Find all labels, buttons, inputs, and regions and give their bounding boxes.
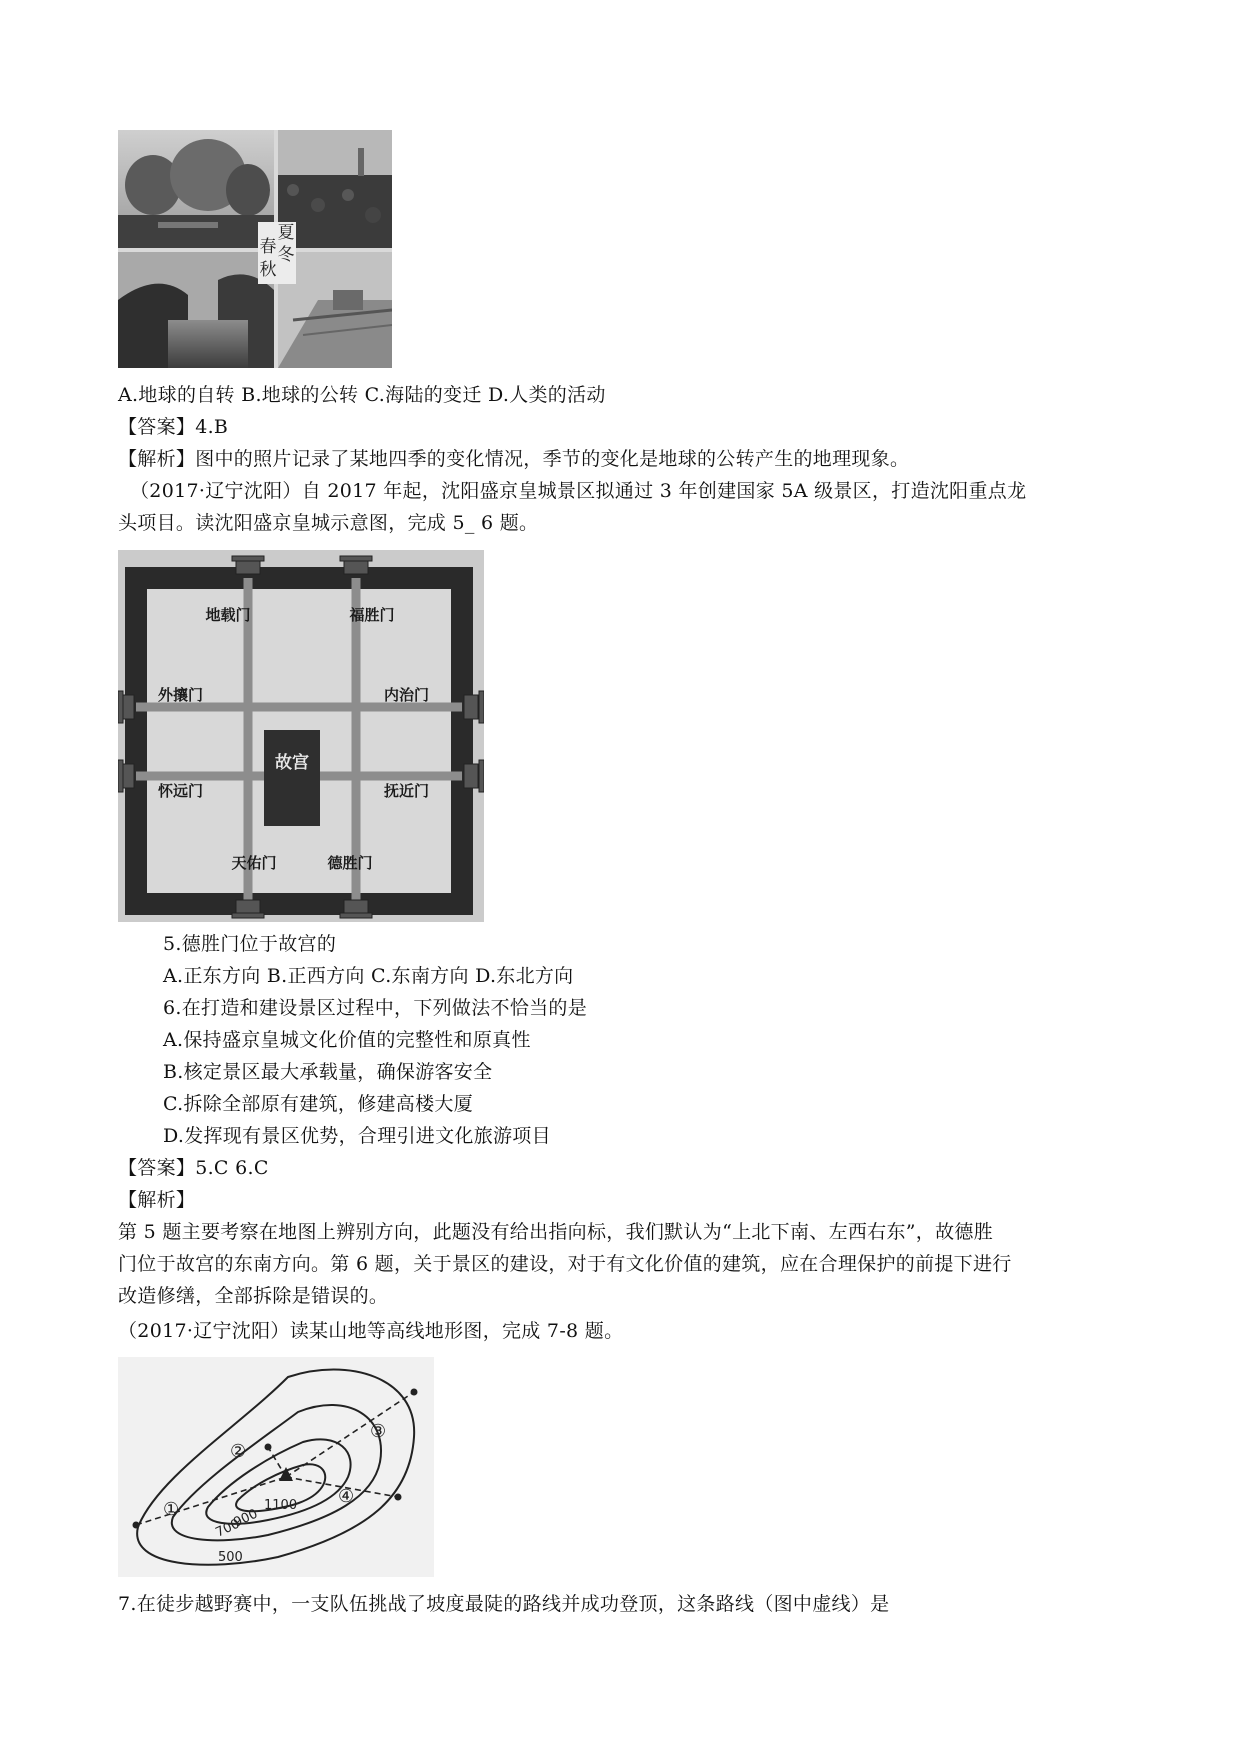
contour-900: 900	[231, 1506, 261, 1531]
q4-answer: 【答案】4.B	[118, 416, 229, 438]
q5-6-intro-line2: 头项目。读沈阳盛京皇城示意图，完成 5_ 6 题。	[118, 512, 539, 534]
gate-huaiyuan: 怀远门	[158, 782, 204, 800]
label-autumn: 秋	[259, 260, 277, 280]
seasons-photo-collage	[118, 130, 392, 368]
shenyang-city-map	[118, 550, 484, 922]
contour-1100: 1100	[264, 1498, 298, 1513]
q6-option-b: B.核定景区最大承载量，确保游客安全	[163, 1061, 493, 1083]
route-marker-2: ②	[230, 1441, 247, 1462]
q6-option-c: C.拆除全部原有建筑，修建高楼大厦	[163, 1093, 474, 1115]
gate-desheng: 德胜门	[327, 854, 373, 872]
q6-question: 6.在打造和建设景区过程中，下列做法不恰当的是	[163, 997, 588, 1019]
contour-500: 500	[218, 1550, 243, 1565]
route-marker-1: ①	[163, 1499, 180, 1520]
gate-fusheng: 福胜门	[349, 606, 395, 624]
q7-8-intro: （2017·辽宁沈阳）读某山地等高线地形图，完成 7-8 题。	[118, 1320, 624, 1342]
gate-tianyou: 天佑门	[231, 854, 277, 872]
q5-6-analysis-line3: 改造修缮，全部拆除是错误的。	[118, 1285, 389, 1307]
contour-map	[118, 1357, 434, 1577]
q5-6-answer: 【答案】5.C 6.C	[118, 1157, 269, 1179]
label-spring: 春	[259, 237, 277, 257]
q6-option-a: A.保持盛京皇城文化价值的完整性和原真性	[163, 1029, 531, 1051]
q5-options: A.正东方向 B.正西方向 C.东南方向 D.东北方向	[163, 965, 574, 987]
q7-question: 7.在徒步越野赛中，一支队伍挑战了坡度最陡的路线并成功登顶，这条路线（图中虚线）是	[118, 1593, 890, 1615]
label-winter: 冬	[277, 245, 295, 265]
route-marker-3: ③	[370, 1421, 387, 1442]
q5-6-analysis-line1: 第 5 题主要考察在地图上辨别方向，此题没有给出指向标，我们默认为“上北下南、左西右东”，故德胜	[118, 1221, 993, 1243]
q5-6-analysis-title: 【解析】	[118, 1189, 196, 1211]
q5-6-intro-line1: （2017·辽宁沈阳）自 2017 年起，沈阳盛京皇城景区拟通过 3 年创建国家 5A 级景区，打造沈阳重点龙	[130, 480, 1027, 502]
contour-700: 700	[213, 1516, 243, 1541]
q4-analysis: 【解析】图中的照片记录了某地四季的变化情况，季节的变化是地球的公转产生的地理现象。	[118, 448, 910, 470]
label-summer: 夏	[277, 223, 295, 243]
route-marker-4: ④	[338, 1486, 355, 1507]
gate-neizhi: 内治门	[384, 686, 430, 704]
gate-dizai: 地载门	[205, 606, 251, 624]
q5-6-analysis-line2: 门位于故宫的东南方向。第 6 题，关于景区的建设，对于有文化价值的建筑，应在合理保护的前提下进行	[118, 1253, 1012, 1275]
q4-options: A.地球的自转 B.地球的公转 C.海陆的变迁 D.人类的活动	[118, 384, 606, 406]
gate-waixiang: 外攘门	[158, 686, 204, 704]
palace-label: 故宫	[275, 753, 309, 773]
gate-fujin: 抚近门	[384, 782, 430, 800]
q5-question: 5.德胜门位于故宫的	[163, 933, 337, 955]
q6-option-d: D.发挥现有景区优势，合理引进文化旅游项目	[163, 1125, 551, 1147]
